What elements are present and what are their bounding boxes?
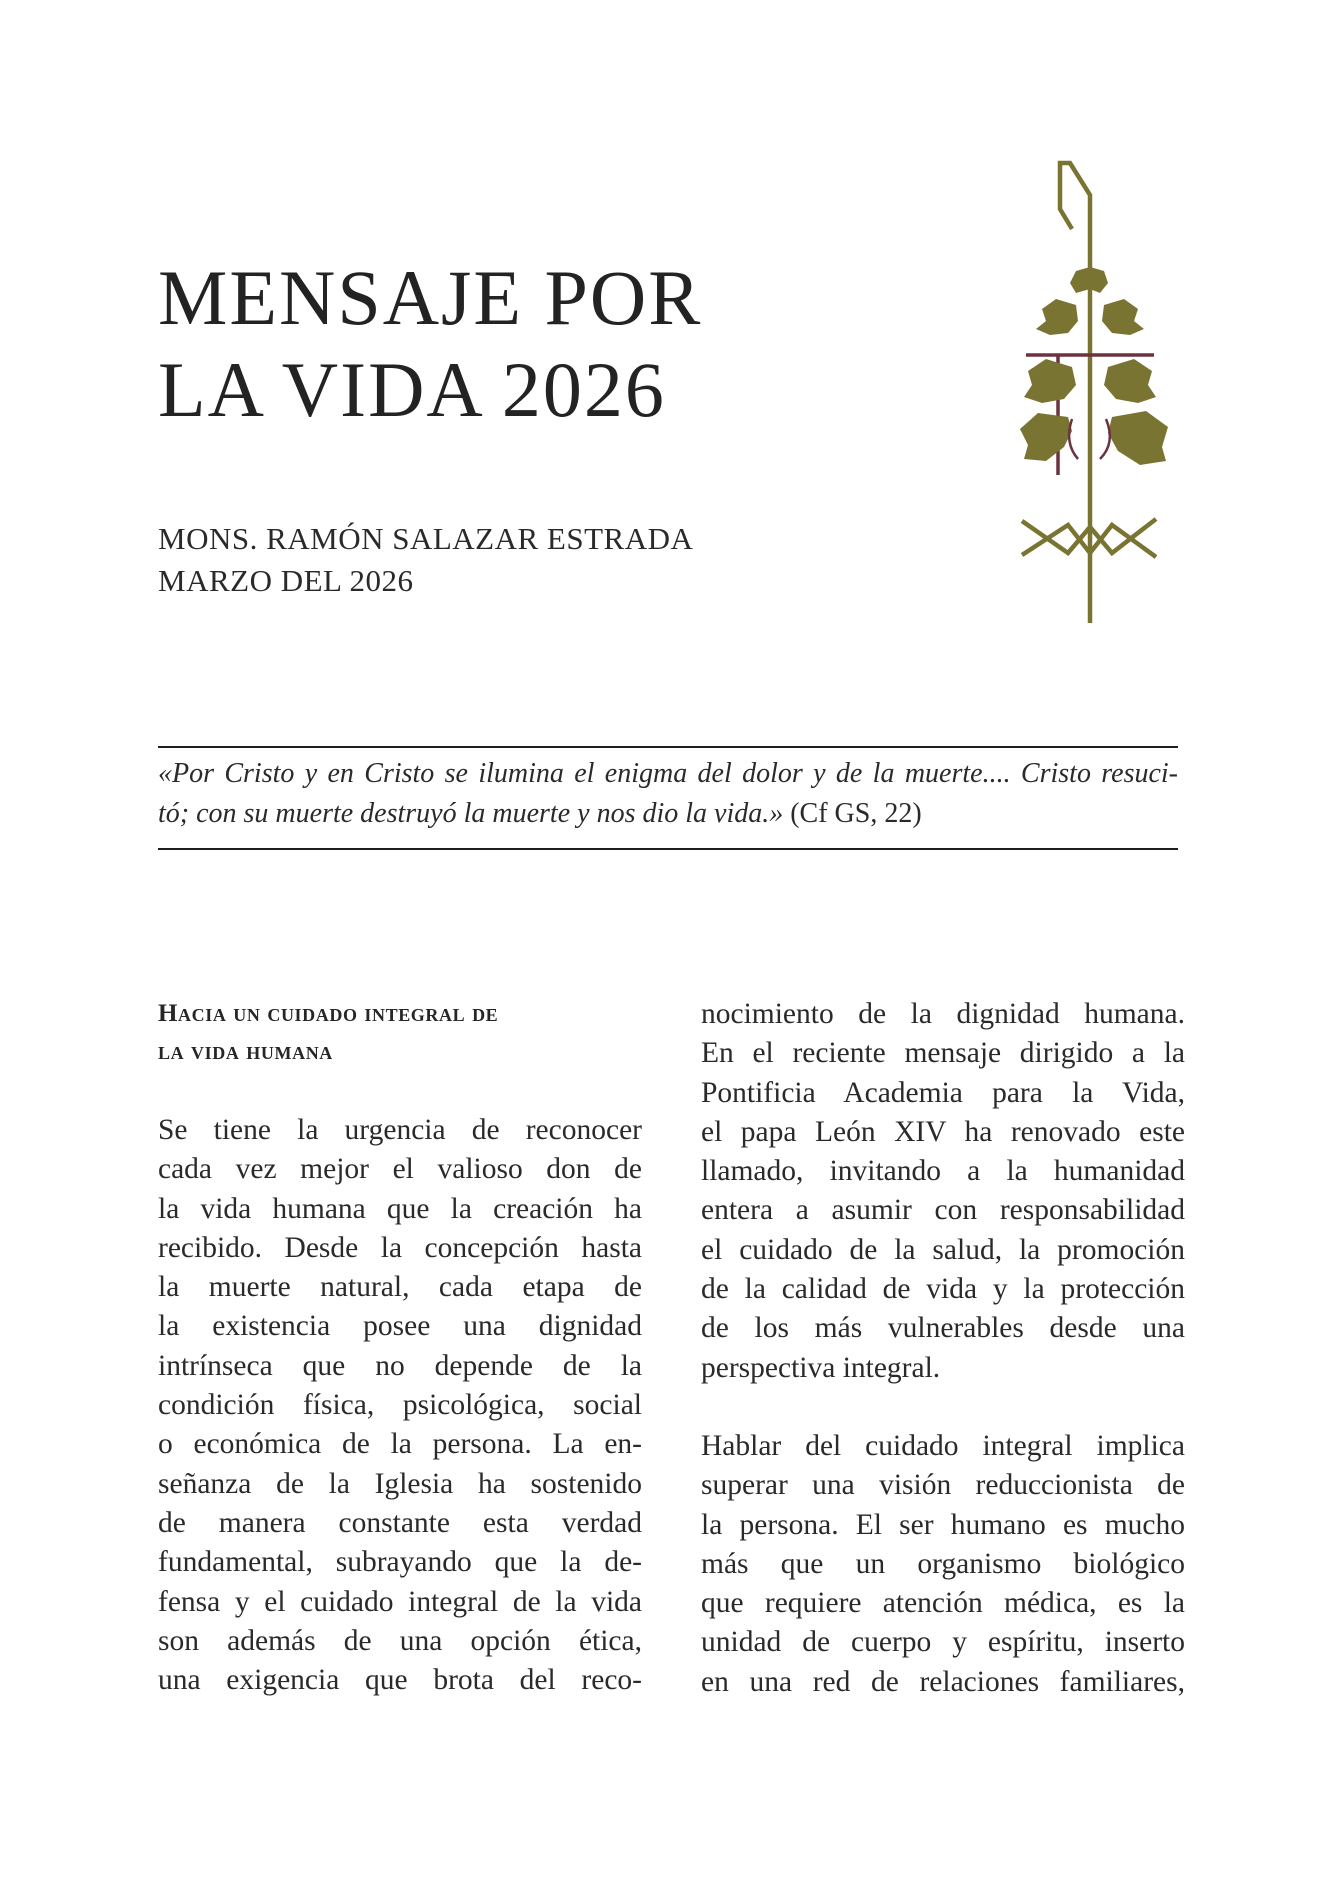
text-line: la existencia posee una dignidad — [158, 1310, 642, 1343]
quote-line-1: «Por Cristo y en Cristo se ilumina el enigma del dolor y de la muerte.... Cristo resuci- — [158, 758, 1178, 789]
text-line: el papa León XIV ha renovado este — [701, 1115, 1185, 1148]
body-paragraph-1-continued — [701, 995, 1185, 1388]
text-line: el cuidado de la salud, la promoción — [701, 1233, 1185, 1266]
section-heading-line-1: Hacia un cuidado integral de — [158, 1000, 499, 1027]
text-line: señanza de la Iglesia ha sostenido — [158, 1467, 642, 1500]
text-line: la persona. El ser humano es mucho — [701, 1508, 1185, 1541]
text-line: más que un organismo biológico — [701, 1547, 1185, 1580]
text-line: la vida humana que la creación ha — [158, 1192, 642, 1225]
text-line: unidad de cuerpo y espíritu, inserto — [701, 1626, 1185, 1659]
publication-date: MARZO DEL 2026 — [158, 563, 414, 598]
text-line: una exigencia que brota del reco- — [158, 1664, 642, 1697]
text-line: entera a asumir con responsabilidad — [701, 1194, 1185, 1227]
page-title — [158, 252, 702, 436]
text-line: la muerte natural, cada etapa de — [158, 1271, 642, 1304]
text-line: de la calidad de vida y la protección — [701, 1273, 1185, 1306]
text-line: perspectiva integral. — [701, 1351, 941, 1384]
text-line: Se tiene la urgencia de reconocer — [158, 1114, 642, 1146]
left-column — [158, 995, 642, 1700]
body-paragraph-1 — [158, 1111, 642, 1700]
body-paragraph-2 — [701, 1427, 1185, 1702]
text-line: cada vez mejor el valioso don de — [158, 1153, 642, 1186]
text-line: Hablar del cuidado integral implica — [701, 1429, 1185, 1462]
text-line: superar una visión reduccionista de — [701, 1469, 1185, 1502]
text-line: intrínseca que no depende de la — [158, 1349, 642, 1382]
section-heading — [158, 995, 642, 1071]
quote-reference: (Cf GS, 22) — [783, 798, 922, 829]
section-heading-line-2: la vida humana — [158, 1038, 333, 1065]
text-line: nocimiento de la dignidad humana. — [701, 998, 1185, 1030]
byline — [158, 518, 693, 602]
title-line-2: LA VIDA 2026 — [158, 346, 666, 433]
text-line: fundamental, subrayando que la de- — [158, 1546, 642, 1579]
text-line: fensa y el cuidado integral de la vida — [158, 1585, 642, 1618]
quote-line-2-text: tó; con su muerte destruyó la muerte y nos dio la vida.» — [158, 798, 784, 829]
text-line: o económica de la persona. La en- — [158, 1428, 642, 1461]
title-line-1: MENSAJE POR — [158, 254, 703, 341]
right-column — [701, 995, 1185, 1702]
text-line: de los más vulnerables desde una — [701, 1312, 1185, 1345]
text-line: llamado, invitando a la humanidad — [701, 1155, 1185, 1188]
text-line: que requiere atención médica, es la — [701, 1587, 1185, 1620]
text-line: recibido. Desde la concepción hasta — [158, 1231, 642, 1264]
text-line: En el reciente mensaje dirigido a la — [701, 1037, 1185, 1070]
text-line: en una red de relaciones familiares, — [701, 1665, 1185, 1698]
crozier-vine-cross-icon — [1020, 155, 1180, 625]
text-line: son además de una opción ética, — [158, 1624, 642, 1657]
quote-rule-top — [158, 746, 1178, 748]
text-line: de manera constante esta verdad — [158, 1506, 642, 1539]
paragraph-gap — [701, 1388, 1185, 1427]
quote-line-2 — [158, 794, 1178, 834]
author-name: MONS. RAMÓN SALAZAR ESTRADA — [158, 521, 694, 556]
text-line: Pontificia Academia para la Vida, — [701, 1076, 1185, 1109]
text-line: condición física, psicológica, social — [158, 1389, 642, 1422]
epigraph-quote — [158, 754, 1178, 834]
quote-rule-bottom — [158, 848, 1178, 850]
